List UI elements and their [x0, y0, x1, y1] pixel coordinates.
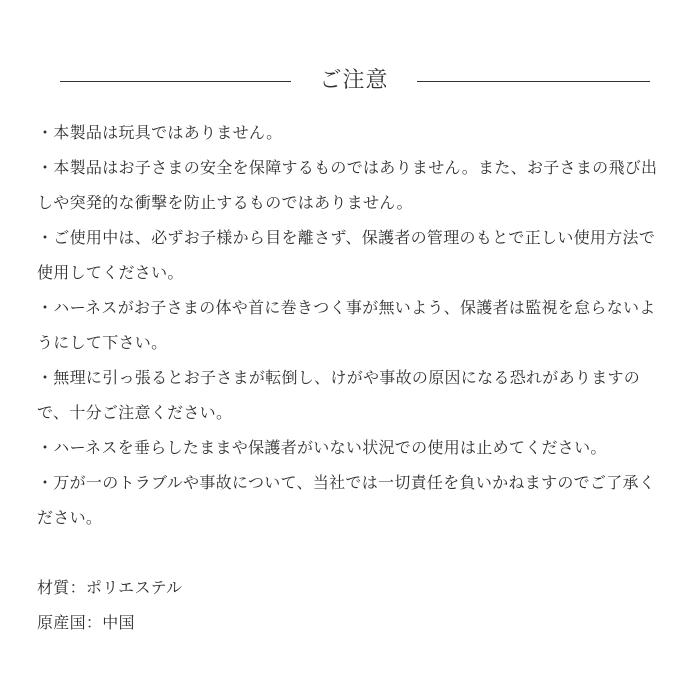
caution-item: ・無理に引っ張るとお子さまが転倒し、けがや事故の原因になる恐れがありますので、十分ご注意ください。	[37, 368, 641, 422]
caution-item: ・本製品はお子さまの安全を保障するものではありません。また、お子さまの飛び出しや突発的な衝撃を防止するものではありません。	[37, 158, 658, 212]
caution-item: ・本製品は玩具ではありません。	[37, 123, 283, 142]
caution-item: ・ご使用中は、必ずお子様から目を離さず、保護者の管理のもとで正しい使用方法で使用してください。	[37, 228, 656, 282]
divider-right	[417, 81, 650, 82]
caution-item: ・ハーネスを垂らしたままや保護者がいない状況での使用は止めてください。	[37, 438, 607, 457]
material-spec: 材質：ポリエステル	[37, 578, 183, 597]
section-title: ご注意	[319, 68, 389, 93]
caution-item: ・ハーネスがお子さまの体や首に巻きつく事が無いよう、保護者は監視を怠らないようにして下さい。	[37, 298, 656, 352]
divider-left	[60, 81, 291, 82]
section-header	[0, 62, 700, 102]
caution-item: ・万が一のトラブルや事故について、当社では一切責任を負いかねますのでご了承ください。	[37, 473, 656, 527]
product-specs	[37, 570, 637, 640]
caution-list	[37, 115, 663, 535]
origin-spec: 原産国：中国	[37, 613, 135, 632]
